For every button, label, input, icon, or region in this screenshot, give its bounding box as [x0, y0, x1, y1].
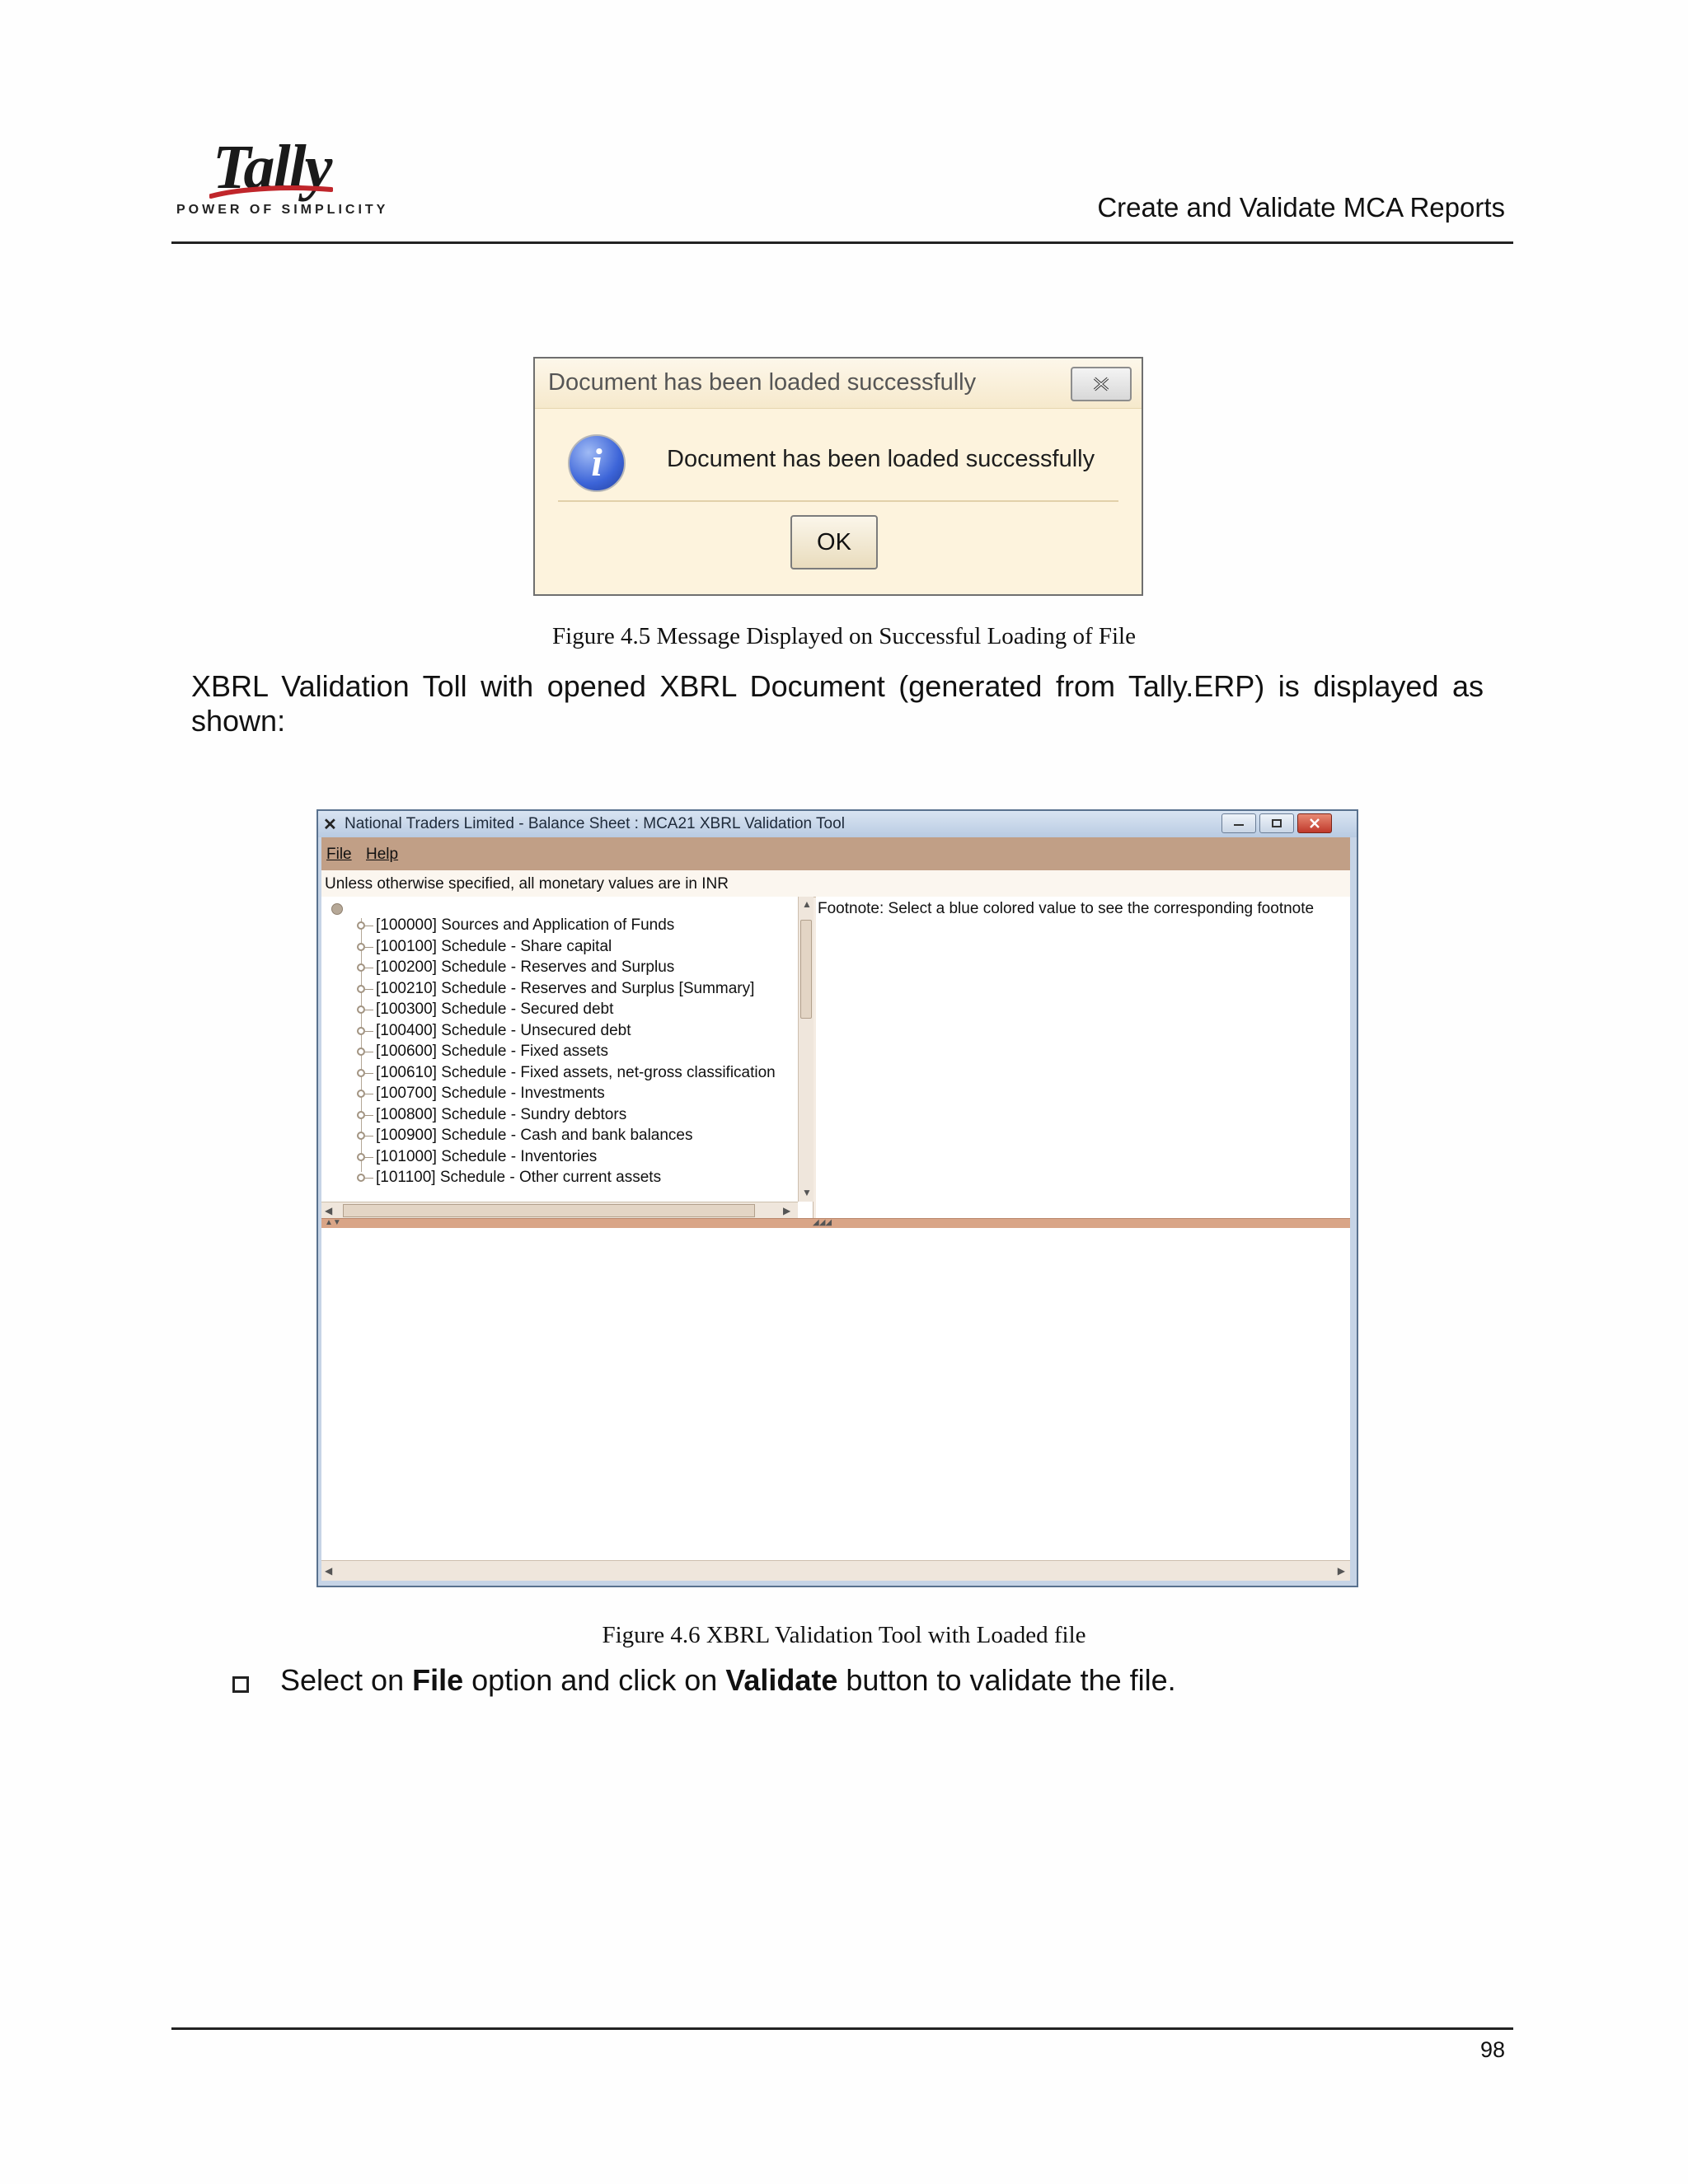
details-pane	[321, 1228, 1350, 1581]
tree-horizontal-scrollbar[interactable]	[321, 1202, 798, 1219]
figure-caption-4-6: Figure 4.6 XBRL Validation Tool with Loaded file	[602, 1622, 1086, 1648]
tree-item-label: [100900] Schedule - Cash and bank balances	[376, 1127, 693, 1144]
scroll-left-icon[interactable]: ◀	[325, 1205, 333, 1216]
bullet-bold-validate: Validate	[725, 1663, 838, 1697]
info-icon: i	[568, 434, 626, 492]
footnote-pane	[816, 897, 1350, 1218]
scroll-thumb[interactable]	[800, 920, 812, 1019]
scroll-right-icon[interactable]: ▶	[1337, 1565, 1345, 1577]
bullet-text-2: option and click on	[463, 1663, 726, 1697]
tree-item-label: [100200] Schedule - Reserves and Surplus	[376, 958, 675, 976]
tree-expand-icon[interactable]	[354, 942, 368, 954]
tree-expand-icon[interactable]	[354, 1110, 368, 1122]
tree-item-label: [100000] Sources and Application of Funds	[376, 916, 675, 934]
xbrl-validation-tool-window	[316, 809, 1358, 1587]
menu-file[interactable]: File	[326, 846, 352, 863]
tree-item-label: [100400] Schedule - Unsecured debt	[376, 1021, 631, 1039]
header-divider	[171, 241, 1513, 244]
tree-expand-icon[interactable]	[354, 1089, 368, 1100]
dialog-separator	[558, 500, 1118, 502]
dialog-title: Document has been loaded successfully	[548, 369, 977, 396]
tree-expand-icon[interactable]	[354, 1068, 368, 1080]
minimize-icon	[1232, 819, 1245, 827]
dialog-message: Document has been loaded successfully	[667, 446, 1095, 472]
splitter-arrow-icon[interactable]: ▲▼	[325, 1218, 341, 1227]
close-icon	[1090, 376, 1112, 392]
tree-item-label: [100610] Schedule - Fixed assets, net-gross classification	[376, 1063, 776, 1081]
tally-logo	[176, 132, 389, 223]
bullet-square-icon	[232, 1676, 249, 1693]
tree-expand-icon[interactable]	[354, 1026, 368, 1038]
menu-help[interactable]: Help	[366, 846, 399, 863]
body-paragraph: XBRL Validation Toll with opened XBRL Document (generated from Tally.ERP) is displayed as shown:	[191, 669, 1484, 738]
logo-tagline: POWER OF SIMPLICITY	[176, 203, 389, 217]
scroll-thumb[interactable]	[343, 1204, 755, 1217]
scroll-right-icon[interactable]: ▶	[783, 1205, 791, 1216]
scroll-up-icon[interactable]: ▲	[802, 898, 812, 910]
bullet-text-3: button to validate the file.	[837, 1663, 1176, 1697]
tree-expand-icon[interactable]	[354, 1005, 368, 1016]
dialog-titlebar	[535, 359, 1142, 409]
tree-item-label: [101100] Schedule - Other current assets	[376, 1169, 662, 1186]
loaded-success-dialog	[533, 357, 1143, 596]
logo-swoosh-icon	[209, 185, 333, 199]
app-content	[321, 837, 1350, 1581]
menu-bar	[321, 837, 1350, 871]
minimize-button[interactable]	[1221, 813, 1256, 833]
tree-item-label: [100210] Schedule - Reserves and Surplus [Summary]	[376, 979, 755, 997]
bullet-bold-file: File	[412, 1663, 464, 1697]
tree-item-label: [100700] Schedule - Investments	[376, 1085, 605, 1102]
page-number: 98	[1479, 2037, 1505, 2062]
tree-expand-icon[interactable]	[354, 984, 368, 996]
footnote-text: Footnote: Select a blue colored value to see the corresponding footnote	[818, 900, 1315, 917]
app-titlebar	[318, 811, 1357, 837]
app-title: National Traders Limited - Balance Sheet : MCA21 XBRL Validation Tool	[345, 815, 845, 832]
tree-root-icon[interactable]	[331, 903, 343, 915]
tree-item-label: [101000] Schedule - Inventories	[376, 1147, 598, 1165]
close-icon	[1308, 818, 1321, 828]
tree-expand-icon[interactable]	[354, 1131, 368, 1142]
tree-expand-icon[interactable]	[354, 1173, 368, 1184]
logo-word: Tally	[213, 133, 331, 202]
footer-divider	[171, 2027, 1513, 2030]
currency-info-bar	[321, 870, 1350, 898]
scroll-down-icon[interactable]: ▼	[802, 1187, 812, 1198]
scroll-left-icon[interactable]: ◀	[325, 1565, 333, 1577]
currency-info-text: Unless otherwise specified, all monetary values are in INR	[325, 875, 729, 893]
section-title: Create and Validate MCA Reports	[1097, 192, 1505, 223]
ok-button[interactable]: OK	[790, 515, 878, 569]
splitter-handle-icon[interactable]: ◢◢◢	[813, 1218, 832, 1227]
bullet-instruction	[280, 1663, 1176, 1698]
maximize-icon	[1270, 818, 1283, 828]
tree-item-label: [100800] Schedule - Sundry debtors	[376, 1105, 627, 1123]
figure-caption-4-5: Figure 4.5 Message Displayed on Successful Loading of File	[552, 623, 1136, 649]
tree-item-label: [100600] Schedule - Fixed assets	[376, 1043, 609, 1060]
tree-item-label: [100300] Schedule - Secured debt	[376, 1001, 614, 1018]
bullet-text-1: Select on	[280, 1663, 413, 1697]
tree-vertical-scrollbar[interactable]	[798, 897, 814, 1202]
schedule-tree-pane	[321, 897, 814, 1218]
tree-expand-icon[interactable]	[354, 1152, 368, 1164]
maximize-button[interactable]	[1259, 813, 1294, 833]
app-icon: ✕	[323, 816, 337, 834]
tree-expand-icon[interactable]	[354, 963, 368, 974]
tree-expand-icon[interactable]	[354, 921, 368, 932]
tree-expand-icon[interactable]	[354, 1047, 368, 1058]
details-horizontal-scrollbar[interactable]	[321, 1560, 1350, 1581]
tree-item-label: [100100] Schedule - Share capital	[376, 937, 612, 955]
dialog-close-button[interactable]	[1071, 367, 1132, 401]
window-close-button[interactable]	[1297, 813, 1332, 833]
